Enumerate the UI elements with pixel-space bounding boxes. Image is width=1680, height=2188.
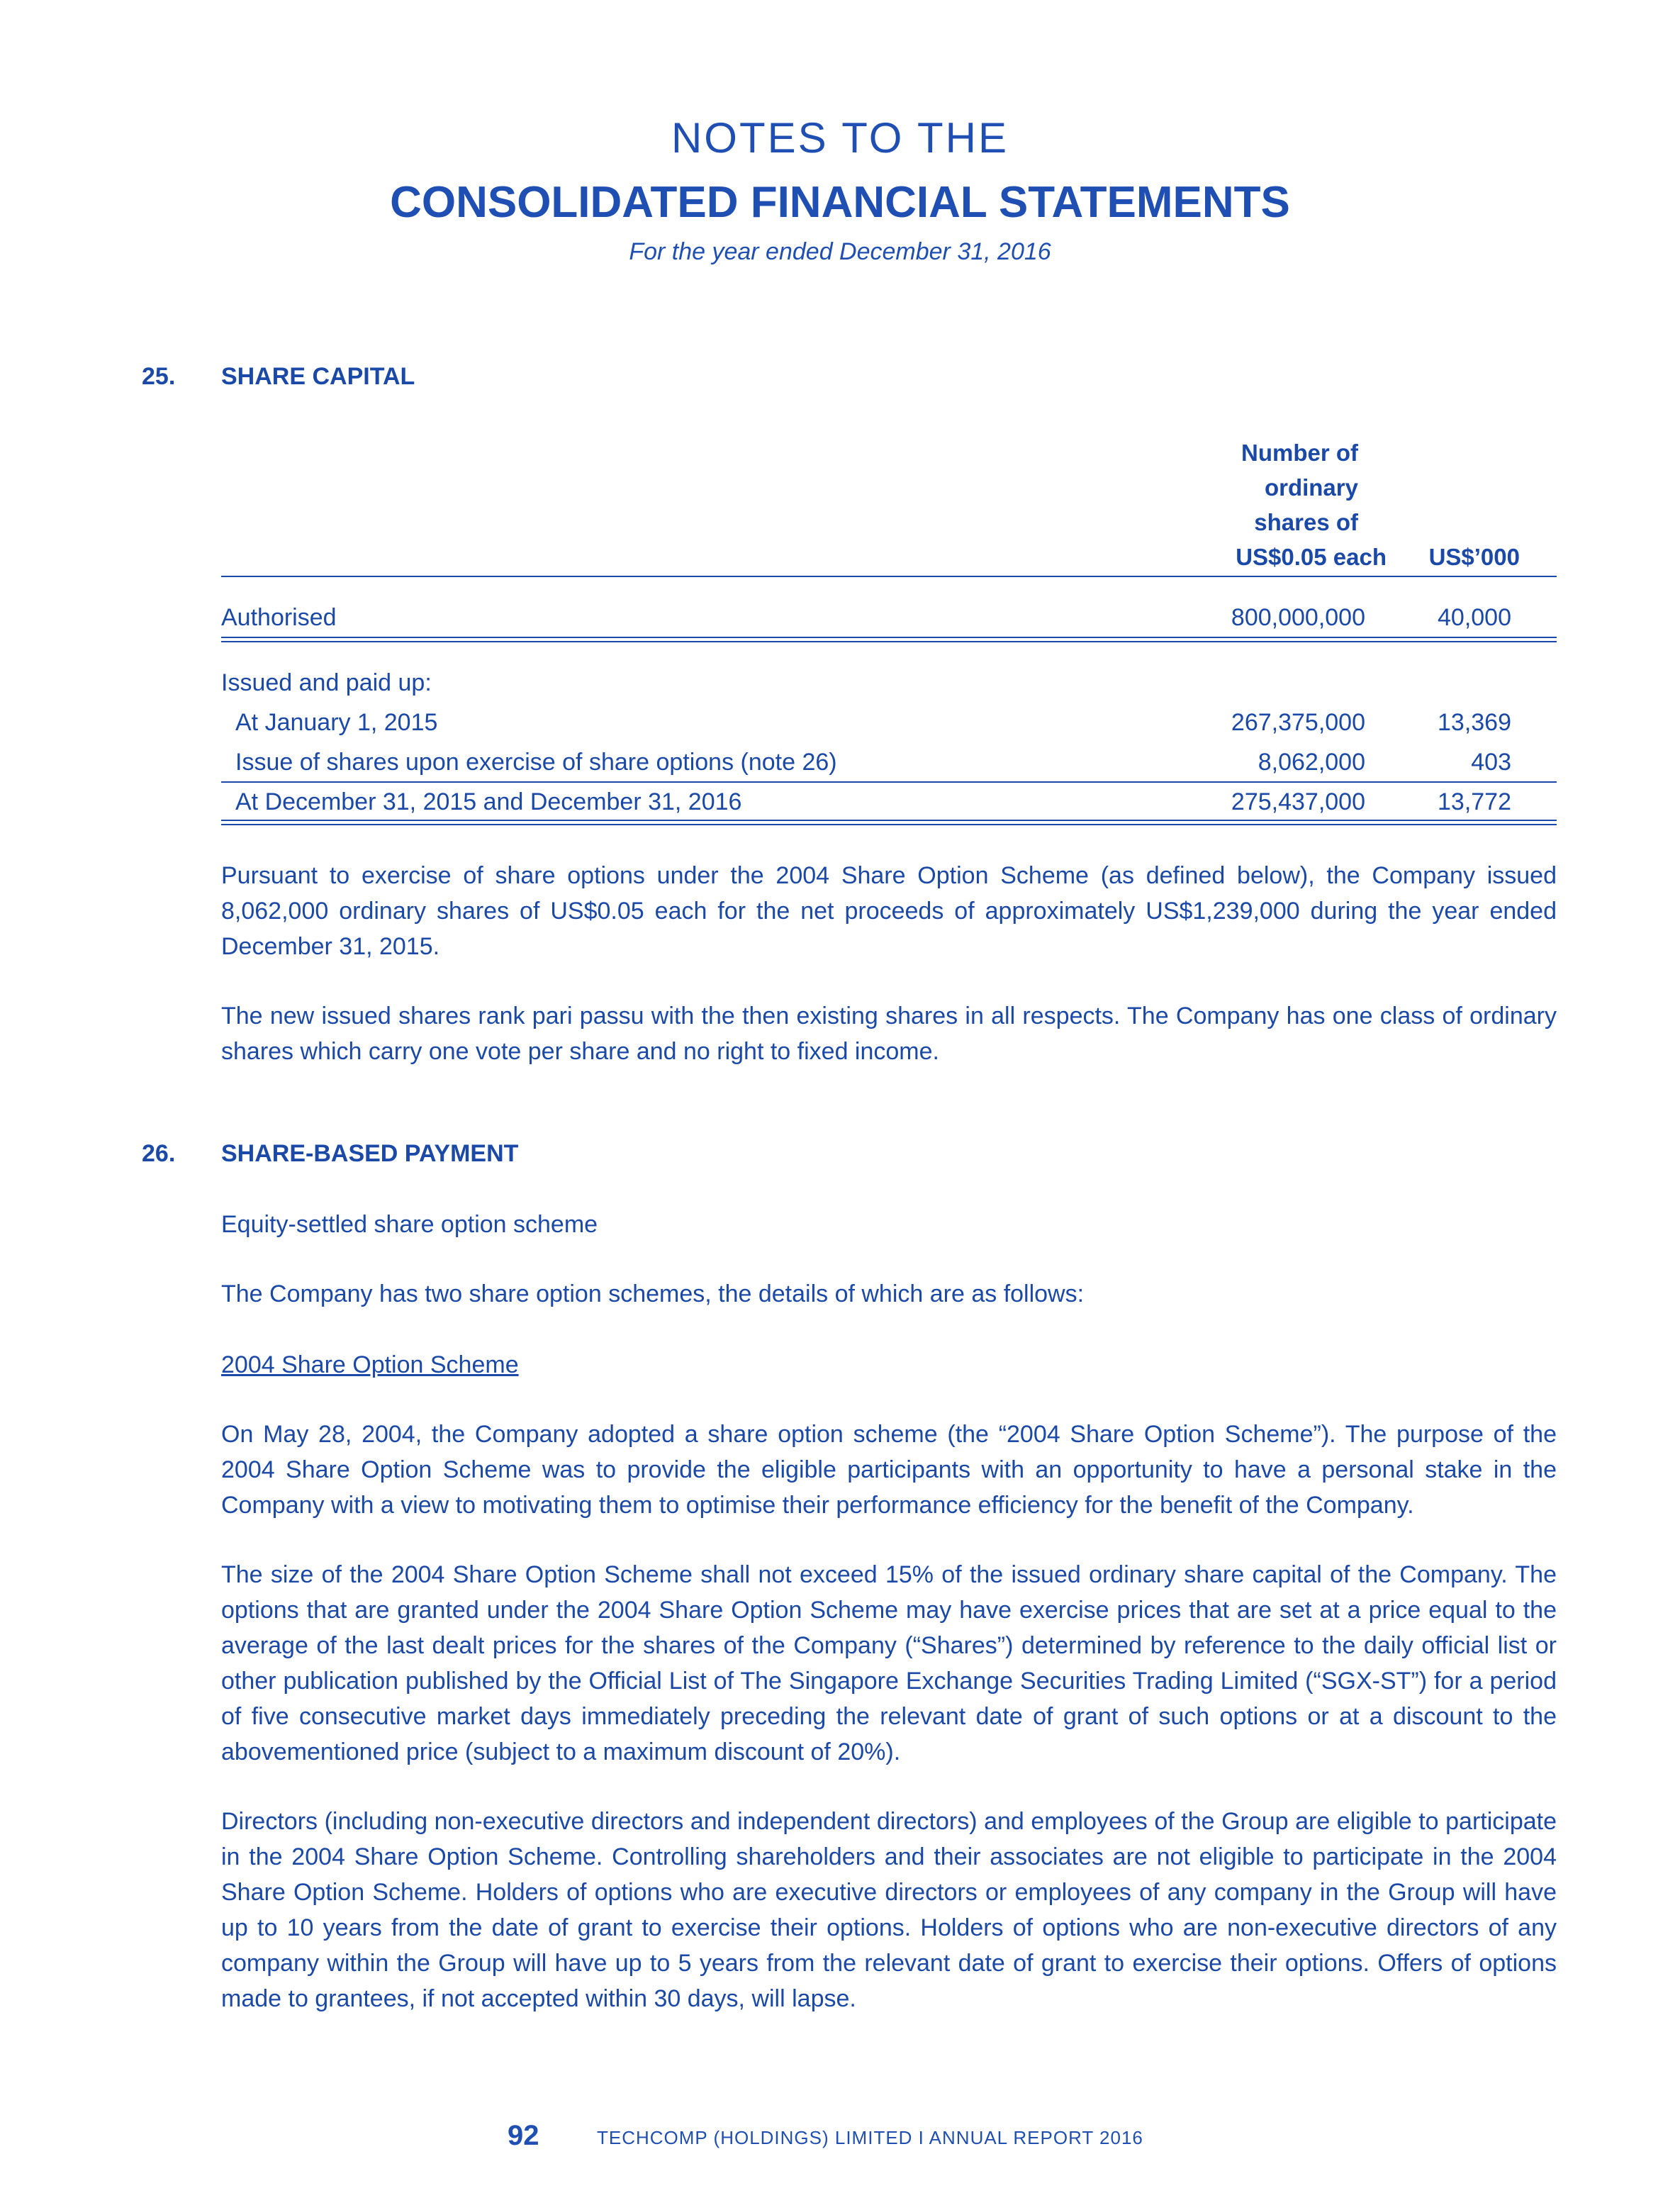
section-25-paragraph-1: Pursuant to exercise of share options under the 2004 Share Option Scheme (as defined below), the Company issued 8,062,000 ordinary shares of US$0.05 each for the net proceeds of approximately US$1,239,000 during the year ended December 31, 2015. [221, 862, 1557, 960]
column-header-shares-line: shares of [1254, 509, 1358, 535]
page-number: 92 [508, 2120, 539, 2151]
column-header-shares-line: US$0.05 each [1236, 544, 1387, 570]
table-row-dec-2016 [221, 788, 1557, 824]
section-26-number: 26. [142, 1140, 176, 1167]
column-header-shares-line: Number of [1241, 440, 1358, 466]
page-footer [0, 2120, 1680, 2155]
section-26-title: SHARE-BASED PAYMENT [221, 1140, 519, 1167]
section-26-paragraph-1: On May 28, 2004, the Company adopted a share option scheme (the “2004 Share Option Scheme”). The purpose of the 2004 Share Option Scheme was to provide the eligible participants with an opportunity to have a personal stake in the Company with a view to motivating them to optimise their performance efficiency for the benefit of the Company. [221, 1421, 1557, 1519]
row-shares: 275,437,000 [1231, 788, 1365, 815]
table-header-rule [221, 576, 1557, 577]
section-25-title: SHARE CAPITAL [221, 363, 415, 390]
section-25-paragraph-2: The new issued shares rank pari passu with the then existing shares in all respects. The Company has one class of ordinary shares which carry one vote per share and no right to fixed income. [221, 1003, 1557, 1065]
scheme-title-text: 2004 Share Option Scheme [221, 1351, 519, 1378]
table-row-authorised [221, 604, 1557, 640]
row-label: At December 31, 2015 and December 31, 2016 [235, 788, 742, 815]
row-shares: 800,000,000 [1231, 604, 1365, 631]
row-label: Issued and paid up: [221, 669, 432, 696]
section-26-paragraph-3: Directors (including non-executive directors and independent directors) and employees of the Group are eligible to participate in the 2004 Share Option Scheme. Controlling shareholders and their associates are not eligible to participate in the 2004 Share Option Scheme. Holders of options who are executive directors or employees of any company in the Group will have up to 10 years from the date of grant to exercise their options. Holders of options who are non-executive directors of any company within the Group will have up to 5 years from the relevant date of grant to exercise their options. Offers of options made to grantees, if not accepted within 30 days, will lapse. [221, 1808, 1557, 2012]
row-label: Authorised [221, 604, 337, 631]
section-25-number: 25. [142, 363, 176, 390]
column-header-shares-line: ordinary [1264, 474, 1358, 501]
row-usd: 13,369 [1438, 709, 1511, 736]
row-usd: 403 [1471, 749, 1511, 776]
footer-text: TECHCOMP (HOLDINGS) LIMITED I ANNUAL REPORT 2016 [597, 2127, 1143, 2148]
section-26-paragraph-2: The size of the 2004 Share Option Scheme shall not exceed 15% of the issued ordinary share capital of the Company. The options that are granted under the 2004 Share Option Scheme may have exercise prices that are set at a price equal to the average of the last dealt prices for the shares of the Company (“Shares”) determined by reference to the daily official list or other publication published by the Official List of The Singapore Exchange Securities Trading Limited (“SGX-ST”) for a period of five consecutive market days immediately preceding the relevant date of grant of such options or at a discount to the abovementioned price (subject to a maximum discount of 20%). [221, 1561, 1557, 1765]
header-period: For the year ended December 31, 2016 [629, 238, 1051, 265]
section-26-subheading: Equity-settled share option scheme [221, 1211, 598, 1238]
column-header-usd: US$’000 [1428, 544, 1520, 570]
table-row-exercise [221, 749, 1557, 784]
row-shares: 267,375,000 [1231, 709, 1365, 736]
row-label: At January 1, 2015 [235, 709, 438, 736]
header-notes: NOTES TO THE [671, 114, 1009, 162]
table-subtotal-rule [221, 781, 1557, 783]
section-26-intro: The Company has two share option schemes, the details of which are as follows: [221, 1280, 1085, 1307]
table-row-issued-heading [221, 669, 1557, 705]
table-double-rule [221, 637, 1557, 642]
header-title: CONSOLIDATED FINANCIAL STATEMENTS [390, 178, 1290, 227]
row-usd: 40,000 [1438, 604, 1511, 631]
scheme-title [221, 1347, 1557, 1383]
row-usd: 13,772 [1438, 788, 1511, 815]
column-header-shares [1236, 435, 1387, 574]
row-shares: 8,062,000 [1258, 749, 1365, 776]
table-total-double-rule [221, 820, 1557, 825]
table-row-jan-2015 [221, 709, 1557, 744]
row-label: Issue of shares upon exercise of share options (note 26) [235, 749, 837, 776]
